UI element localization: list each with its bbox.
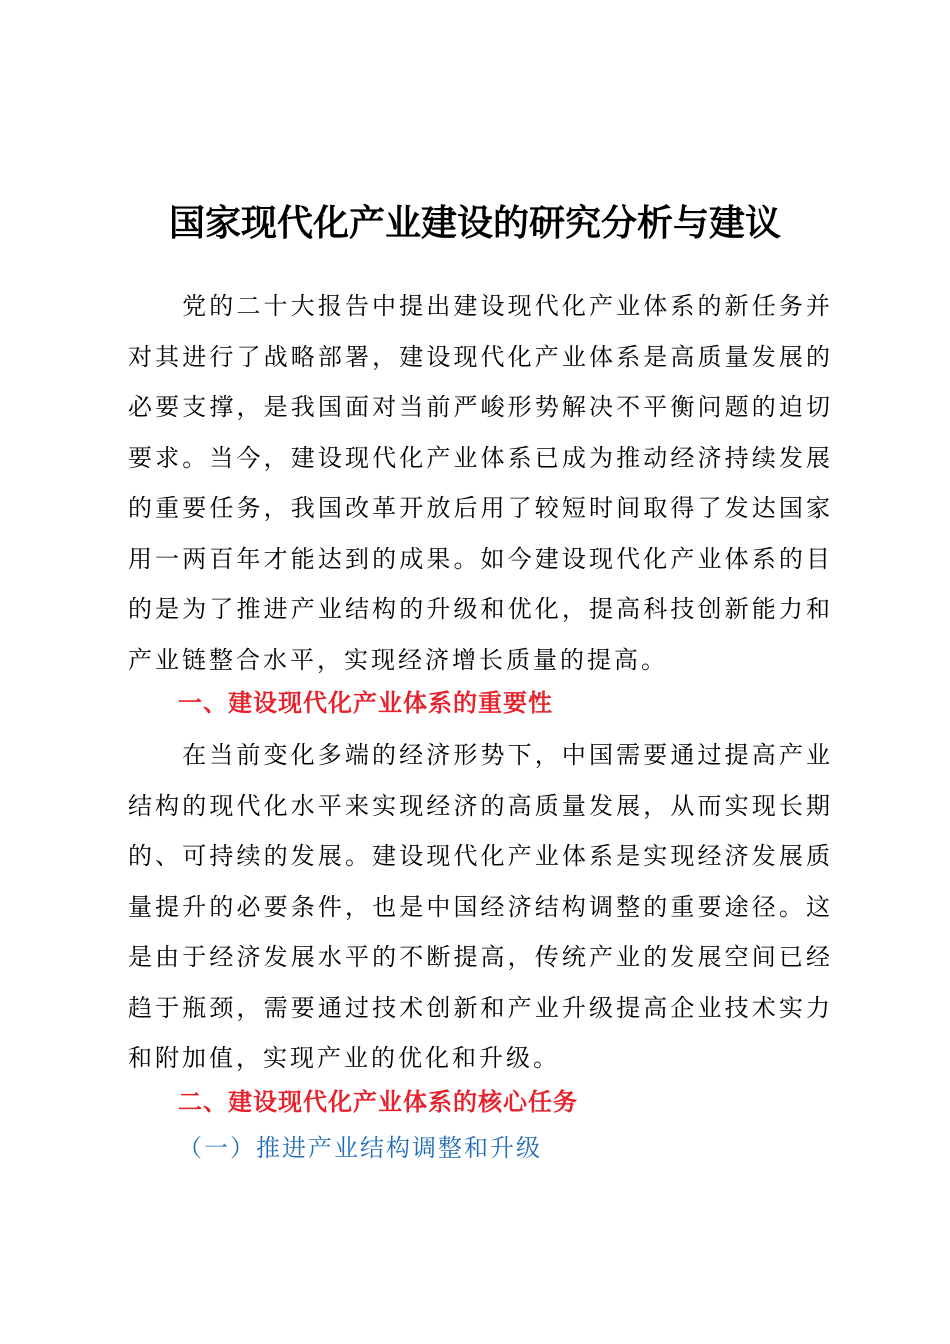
section-heading-importance: 一、建设现代化产业体系的重要性 xyxy=(178,689,553,717)
body-paragraph-intro xyxy=(128,281,833,685)
paragraph-text: 党的二十大报告中提出建设现代化产业体系的新任务并对其进行了战略部署，建设现代化产业体系是高质量发展的必要支撑，是我国面对当前严峻形势解决不平衡问题的迫切要求。当今，建设现代化产业体系已成为推动经济持续发展的重要任务，我国改革开放后用了较短时间取得了发达国家用一两百年才能达到的成果。如今建设现代化产业体系的目的是为了推进产业结构的升级和优化，提高科技创新能力和产业链整合水平，实现经济增长质量的提高。 xyxy=(128,292,833,674)
paragraph-text: 在当前变化多端的经济形势下，中国需要通过提高产业结构的现代化水平来实现经济的高质量发展，从而实现长期的、可持续的发展。建设现代化产业体系是实现经济发展质量提升的必要条件，也是中国经济结构调整的重要途径。这是由于经济发展水平的不断提高，传统产业的发展空间已经趋于瓶颈，需要通过技术创新和产业升级提高企业技术实力和附加值，实现产业的优化和升级。 xyxy=(128,741,833,1072)
subsection-heading-structure-upgrade: （一）推进产业结构调整和升级 xyxy=(178,1134,542,1162)
document-title: 国家现代化产业建设的研究分析与建议 xyxy=(168,202,781,244)
body-paragraph-importance xyxy=(128,730,833,1084)
section-heading-core-tasks: 二、建设现代化产业体系的核心任务 xyxy=(178,1088,578,1116)
